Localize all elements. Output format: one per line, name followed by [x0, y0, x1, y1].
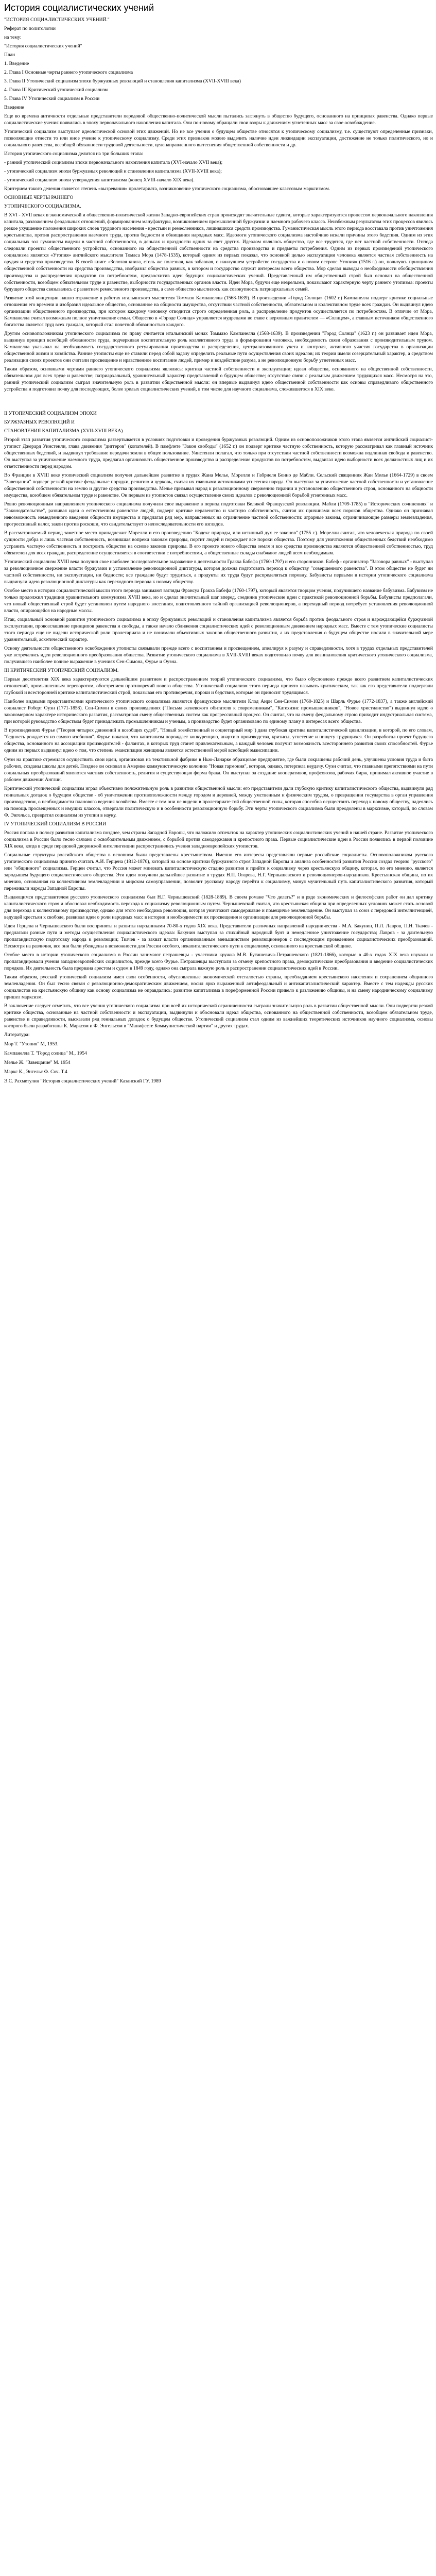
reference-item: Кампанелла Т. "Город солнца" М., 1954	[4, 1050, 87, 1057]
text-paragraph: Россия попала в полосу развития капитализма позднее, чем страны Западной Европы, что наложило отпечаток на характер утопических социалистических учений в нашей стране. Развитие утопического социализма в России было тесно связано с освободительным движением, с борьбой против самодержавия и крепостного права. Первые социалистические идеи в России появились в первой половине XIX века, когда в среде передовой дворянской интеллигенции распространились учения западноевропейских утопистов.	[4, 829, 433, 849]
text-paragraph: Реферат по политологии	[4, 26, 56, 32]
reference-item: Э.С. Рахметулин "История социалистических учений" Казанский ГУ, 1989	[4, 1078, 161, 1084]
text-paragraph: Наиболее видными представителями критического утопического социализма являются французские мыслители Клод Анри Сен-Симон (1760-1825) и Шарль Фурье (1772-1837), а также английский социалист Роберт Оуэн (1771-1858). Сен-Симон в своих произведениях ("Письма женевского обитателя к современникам", "Катехизис промышленников", "Новое христианство") выдвинул идею о закономерном характере исторического развития, рассматривая смену общественных систем как прогрессивный процесс. Он считал, что на смену феодальному строю приходит индустриальная система, при которой руководство обществом будет принадлежать промышленникам и ученым, а производство будет организовано по единому плану в интересах всего общества.	[4, 699, 433, 725]
reference-item: Литература:	[4, 1032, 30, 1038]
text-paragraph: Таким образом, русский утопический социализм имел свои особенности, обусловленные экономической отсталостью страны, преобладанием крестьянского населения и сохранением общинного землевладения. Он был тесно связан с революционно-демократическим движением, носил ярко выраженный антифеодальный и антикапиталистический характер. Вместе с тем надежды русских социалистов на крестьянскую общину как основу социализма не оправдались: развитие капитализма в пореформенной России привело к разложению общины, и на смену народническому социализму пришел марксизм.	[4, 974, 433, 1001]
text-paragraph: 3. Глава II Утопический социализм эпохи буржуазных революций и становления капитализма (XVII-XVIII века)	[4, 78, 241, 84]
text-paragraph: Выдающимся представителем русского утопического социализма был Н.Г. Чернышевский (1828-1889). В своем романе "Что делать?" и в ряде экономических и философских работ он дал критику капиталистического строя и обосновал необходимость перехода к социализму революционным путем. Чернышевский считал, что крестьянская община при определенных условиях может стать основой для перехода к коллективному производству, однако для этого необходима революция, которая уничтожит самодержавие и помещичье землевладение. Он выступал за союз с передовой интеллигенцией, ведущей крестьян к свободе, развивал идеи о роли народных масс в истории и необходимости их просвещения и организации для революционной борьбы.	[4, 894, 433, 920]
text-paragraph: II УТОПИЧЕСКИЙ СОЦИАЛИЗМ ЭПОХИ	[4, 410, 97, 416]
text-paragraph: Особое место в истории утопического социализма в России занимают петрашевцы - участники кружка М.В. Буташевича-Петрашевского (1821-1866), которые в 40-х годах XIX века изучали и пропагандировали учения западноевропейских социалистов, прежде всего Фурье. Петрашевцы выступали за отмену крепостного права, демократические преобразования и введение социалистических порядков. Их деятельность была прервана арестом и судом в 1849 году, однако она сыграла важную роль в распространении социалистических идей в России.	[4, 952, 433, 971]
text-paragraph: Критический утопический социализм играл объективно положительную роль в развитии общественной мысли: его представители дали глубокую критику капиталистического общества, выдвинули ряд гениальных догадок о будущем обществе - об уничтожении противоположности между городом и деревней, между умственным и физическим трудом, о превращении государства в орган управления производством, о необходимости планового ведения хозяйства. Вместе с тем они не видели в пролетариате той общественной силы, которая способна осуществить переход к новому обществу, надеялись на помощь просвещенных и имущих классов, отвергали политическую и в особенности революционную борьбу. Эти черты утопического социализма были преодолены в марксизме, который, по словам Ф. Энгельса, превратил социализм из утопии в науку.	[4, 785, 433, 818]
text-paragraph: 2. Глава I Основные черты раннего утопического социализма	[4, 70, 133, 76]
text-paragraph: БУРЖУАЗНЫХ РЕВОЛЮЦИЙ И	[4, 419, 75, 425]
text-paragraph: Особое место в истории социалистической мысли этого периода занимают взгляды Франсуа Гракха Бабефа (1760-1797), который является творцом учения, получившего название бабувизма. Бабувизм не только продолжил традиции уравнительного коммунизма XVIII века, но и сделал значительный шаг вперед, соединив утопические идеи с практикой революционной борьбы. Бабувисты предполагали, что новый общественный строй будет установлен путем народного восстания, подготовленного тайной организацией революционеров, а переходный период потребует установления революционной власти, опирающейся на народные массы.	[4, 588, 433, 614]
text-paragraph: В произведениях Фурье ("Теория четырех движений и всеобщих судеб", "Новый хозяйственный и социетарный мир") дана глубокая критика капиталистической цивилизации, в которой, по его словам, "бедность рождается из самого изобилия". Фурье показал, что капитализм порождает конкуренцию, анархию производства, кризисы, угнетение и нищету трудящихся. Он разработал проект будущего общества, основанного на ассоциации производителей - фалангах, в которых труд станет привлекательным, а каждый человек получит возможность всестороннего развития своих способностей. Фурье одним из первых выдвинул идею о том, что степень эмансипации женщины является естественной мерой всеобщей эмансипации.	[4, 727, 433, 754]
text-paragraph: Второй этап развития утопического социализма развертывается в условиях подготовки и проведения буржуазных революций. Одним из основоположников этого этапа является английский социалист-утопист Джерард Уинстенли, глава движения "диггеров" (копателей). В памфлете "Закон свободы" (1652 г.) он подверг критике частную собственность, которую рассматривал как главный источник общественных бедствий, и выдвинул требование передачи земли в общее пользование. Уинстенли полагал, что только при отсутствии частной собственности возможна подлинная свобода и равенство. Он выступал за уничтожение наемного труда, предлагал организовать общественное производство и распределение продуктов по потребностям, выдвигал идею выборности всех должностных лиц и их ответственности перед народом.	[4, 436, 433, 469]
reference-item: Маркс К., Энгельс Ф. Соч. Т.4	[4, 1069, 67, 1075]
text-paragraph: Оуэн на практике стремился осуществить свои идеи, организовав на текстильной фабрике в Нью-Ланарке образцовое предприятие, где были сокращены рабочий день, улучшены условия труда и быта рабочих, созданы школы для детей. Позднее он основал в Америке коммунистическую колонию "Новая гармония", которая, однако, потерпела неудачу. Оуэн считал, что главными препятствиями на пути социальных преобразований являются частная собственность, религия и существующая форма брака. Он выступал за создание кооперативов, профсоюзов, рабочих бирж, принимал активное участие в рабочем движении Англии.	[4, 756, 433, 783]
document-page	[0, 0, 436, 1090]
text-paragraph: Социальные структуры российского общества в основном были представлены крестьянством. Именно его интересы представляли первые российские социалисты. Основоположником русского утопического социализма принято считать А.И. Герцена (1812-1870), который на основе критики буржуазного строя Западной Европы и анализа особенностей развития России создал теорию "русского" или "общинного" социализма. Герцен считал, что Россия может миновать капиталистическую стадию развития и прийти к социализму через крестьянскую общину, которая, по его мнению, является зародышем будущего социалистического общества. Эти идеи получили дальнейшее развитие в трудах Н.П. Огарева, Н.Г. Чернышевского и революционеров-народников. Крестьянская община, по их мнению, основанная на коллективном землевладении и мирском самоуправлении, позволит русскому народу перейти к социализму, минуя мучительный путь капиталистического развития, который переживали народы Западной Европы.	[4, 852, 433, 891]
reference-item: Мор Т. "Утопия" М, 1953.	[4, 1041, 59, 1047]
text-paragraph: 5. Глава IV Утопический социализм в России	[4, 96, 100, 102]
text-paragraph: Во Франции в XVIII веке утопический социализм получил дальнейшее развитие в трудах Жана Мелье, Морелли и Габриеля Бонно де Мабли. Сельский священник Жан Мелье (1664-1729) в своем "Завещании" подверг резкой критике феодальные порядки, религию и церковь, считая их главными источниками угнетения народа. Он выступал за уничтожение частной собственности и установление общественной собственности на землю и другие средства производства. Мелье призывал народ к революционному свержению тирании и установлению общественного строя, основанного на общности имущества, всеобщем обязательном труде и равенстве. Он первым из утопистов связал осуществление своих идеалов с революционной борьбой угнетенных масс.	[4, 472, 433, 498]
section-gap	[4, 395, 433, 410]
text-paragraph: История утопического социализма делится на три больших этапа:	[4, 151, 143, 157]
text-paragraph: Еще во времена античности отдельные представители передовой общественно-политической мысли пытались заглянуть в общество будущего, основанного на принципах равенства. Однако первые социалистические учения появились в эпоху первоначального накопления капитала. Они по-новому обращали свои взоры к движениям угнетенных масс за свое освобождение.	[4, 113, 433, 126]
text-paragraph: Критерием такого деления является степень «вызревания» пролетариата, возникновение утопического социализма, обосновавшее классовым марксизмом.	[4, 186, 330, 192]
text-paragraph: Первые десятилетия XIX века характеризуются дальнейшим развитием и распространением теорий утопического социализма, что было обусловлено прежде всего развитием капиталистических отношений, промышленным переворотом, обострением противоречий нового общества. Утопический социализм этого периода принято называть критическим, так как его представители подвергали глубокой и всесторонней критике капиталистический строй, показывая его противоречия, пороки и бедствия, которые он приносит трудящимся.	[4, 676, 433, 696]
text-paragraph: УТОПИЧЕСКОГО СОЦИАЛИЗМА.	[4, 204, 81, 210]
text-paragraph: Основу деятельности общественного освобождения утописты связывали прежде всего с воспитанием и просвещением, апеллируя к разуму и справедливости, хотя в трудах отдельных представителей уже встречались идеи революционного преобразования общества. Развитие утопического социализма в XVII-XVIII веках подготовило почву для возникновения критического утопического социализма, получившего наиболее полное выражение в учениях Сен-Симона, Фурье и Оуэна.	[4, 646, 433, 665]
text-paragraph: В рассматриваемый период заметное место принадлежит Морелли и его произведению "Кодекс природы, или истинный дух ее законов" (1755 г.). Морелли считал, что человеческая природа по своей сущности добра и лишь частная собственность, возникшая вопреки законам природы, портит людей и порождает все пороки общества. Поэтому для уничтожения общественных бедствий необходимо устранить частную собственность и построить общество на основе законов природы. В его проекте нового общества земля и все средства производства являются общественной собственностью, труд обязателен для всех граждан, распределение осуществляется в соответствии с потребностями, а общественные склады снабжают людей всем необходимым.	[4, 530, 433, 556]
text-paragraph: IV УТОПИЧЕСКИЙ СОЦИАЛИЗМ В РОССИИ	[4, 821, 107, 827]
text-paragraph: 4. Глава III Критический утопический социализм	[4, 87, 108, 93]
text-paragraph: Ровно революционным направлением утопического социализма получили свое выражение в период подготовки Великой Французской революции. Мабли (1709-1785) в "Исторических сочинениях" и "Законодательстве", развивая идеи о естественном равенстве людей, подверг критике неравенство и частную собственность, считая их причинами всех пороков общества. Однако он признавал невозможность немедленного введения общности имущества и предлагал ряд мер, направленных на ограничение частной собственности: аграрные законы, ограничивающие размеры землевладения, прогрессивный налог, закон против роскоши, что свидетельствует о непоследовательности его взглядов.	[4, 501, 433, 527]
text-paragraph: Итак, социальный основной развития утопического социализма в эпоху буржуазных революций и становления капитализма является борьба против феодального строя и нарождающейся буржуазной эксплуатации, провозглашение принципов равенства и свободы, а также начало сближения социалистических идей с революционным движением народных масс. Вместе с тем утопические социалисты этого периода еще не видели исторической роли пролетариата и не понимали объективных законов общественного развития, а их представления о будущем обществе носили в значительной мере уравнительный, аскетический характер.	[4, 617, 433, 643]
text-paragraph: Идеи Герцена и Чернышевского были восприняты и развиты народниками 70-80-х годов XIX века. Представители различных направлений народничества - М.А. Бакунин, П.Л. Лавров, П.Н. Ткачев - предлагали разные пути и методы осуществления социалистического идеала: Бакунин выступал за стихийный народный бунт и немедленное уничтожение государства; Лавров - за длительную пропагандистскую подготовку народа к революции; Ткачев - за захват власти организованным меньшинством революционеров с последующим проведением социалистических преобразований. Несмотря на различия, все они были убеждены в возможности для России особого, некапиталистического пути к социализму, основанного на крестьянской общине.	[4, 923, 433, 949]
text-paragraph: III КРИТИЧЕСКИЙ УТОПИЧЕСКИЙ СОЦИАЛИЗМ.	[4, 668, 119, 674]
document-body	[4, 16, 433, 1084]
text-paragraph: на тему:	[4, 35, 22, 41]
text-paragraph: 1. Введение	[4, 61, 29, 67]
text-paragraph: В заключение следует отметить, что все учения утопического социализма при всей их исторической ограниченности сыграли значительную роль в развитии общественной мысли. Они подвергли резкой критике общества, основанные на частной собственности и эксплуатации, выдвинули и обосновали идеал общества, основанного на общественной собственности, всеобщем обязательном труде, равенстве и справедливости, высказали ряд гениальных догадок о будущем обществе. Утопический социализм стал одним из важнейших теоретических источников научного социализма, основы которого были разработаны К. Марксом и Ф. Энгельсом в "Манифесте Коммунистической партии" и других трудах.	[4, 1003, 433, 1029]
text-paragraph: ОСНОВНЫЕ ЧЕРТЫ РАННЕГО	[4, 195, 74, 201]
text-paragraph: Другим основоположником утопического социализма по праву считается итальянский монах Томмазо Кампанелла (1568-1639). В произведении "Город Солнца" (1623 г.) он развивает идеи Мора, выдвинув принцип всеобщей обязанности труда, подчеркивая воспитательную роль коллективного труда в формировании человека, необходимость связи образования с производительным трудом. Кампанелла указывал на необходимость государственного регулирования производства и распределения, централизованного учета и контроля, активного участия государства в организации общественной жизни и хозяйства. Ранние утописты еще не ставили перед собой задачу определить реальные пути осуществления своих идеалов; их теории имели созерцательный характер, а средством реализации своих проектов они считали просвещение и нравственное воспитание людей, пример и воздействие разума, а не революционную борьбу угнетенных масс.	[4, 330, 433, 363]
text-paragraph: "История социалистических учений"	[4, 43, 82, 49]
text-paragraph: Утопический социализм выступает идеологической основой этих движений. Но не все учения о будущем обществе относятся к утопическому социализму, т.е. существуют определенные признаки, позволяющие отнести то или иное учение к утопическому социализму. Среди этих признаков можно выделить наличие идеи ликвидации эксплуатации, достижение не только политического, но и социального равенства, всеобщей обязанности трудовой деятельности, целенаправленного вытеснения общественной собственности и др.	[4, 129, 433, 148]
text-paragraph: Утопический социализм XVIII века получил свое наиболее последовательное выражение в деятельности Гракха Бабефа (1760-1797) и его сторонников. Бабеф - организатор "Заговора равных" - выступал за революционное свержение власти буржуазии и установление революционной диктатуры, которая должна подготовить переход к обществу "совершенного равенства". В этом обществе не будет ни частной собственности, ни эксплуатации, ни бедности; все граждане будут трудиться, а продукты их труда будут распределяться поровну. Бабувисты первыми в истории утопического социализма выдвинули идею революционной диктатуры как переходного периода к новому обществу.	[4, 559, 433, 585]
text-paragraph: СТАНОВЛЕНИЯ КАПИТАЛИЗМА (XVII-XVIII ВЕКА)	[4, 428, 123, 434]
references-list	[4, 1031, 433, 1084]
reference-item: Мелье Ж. "Завещание" М. 1954	[4, 1060, 71, 1066]
text-paragraph: "ИСТОРИЯ СОЦИАЛИСТИЧЕСКИХ УЧЕНИЙ."	[4, 17, 110, 23]
text-paragraph: Развитие этой концепции нашло отражение в работах итальянского мыслителя Томмазо Кампанеллы (1568-1639). В произведении «Город Солнца» (1602 г.) Кампанелла подверг критике социальные отношения его времени и изобразил идеальное общество, основанное на общности имущества, отсутствии частной собственности, обязательном и коллективном труде всех граждан. Он выдвинул идею организации общественного производства, при котором каждому человеку отводится строго определенная роль, а распределение продуктов осуществляется по потребностям. В отличие от Мора, Кампанелла считал возможным полное уничтожение семьи. Общество в «Городе Солнца» управляется мудрецами во главе с верховным правителем — «Солнцем», а главным источником общественного богатства является труд всех граждан, который стал почетной обязанностью каждого.	[4, 295, 433, 328]
text-paragraph: - ранний утопический социализм эпохи первоначального накопления капитала (XVI-начало XVII века);	[4, 160, 223, 166]
text-paragraph: В XVI - XVII веках в экономической и общественно-политической жизни Западно-европейских стран происходят значительные сдвиги, которые характеризуются процессом первоначального накопления капитала, разложением феодальных отношений, формированием мануфактуры, возникновением промышленной буржуазии и наемного рабочего класса. Неизбежным результатом этих процессов явилось резкое ухудшение положения широких слоев трудового населения - крестьян и ремесленников, лишившихся средств производства. Гуманистическая мысль этого периода восставала против уничтожения крестьянства, против распространения наемного труда, против бедности и обнищания народных масс. Идеологи утопического социализма настойчиво искали причины этого бедствия. Одним из этих социальных зол гуманисты видели в частной собственности, в деньгах и праздности одних за счет других. Идеалом являлось общество, где все трудятся, где нет частной собственности. Отсюда следовали проекты общественного устройства, основанного на общественной собственности на средства производства и предметы потребления. Одним из первых произведений утопического социализма является «Утопия» английского мыслителя Томаса Мора (1478-1535), который одним из первых показал, что основной целью эксплуатации человека является частная собственность на орудия и средства производства. В своей книге «Золотая книга, столь же полезная, как забавная, о наилучшем устройстве государства и о новом острове Утопия» (1516 г.) он, пользуясь принципом общественной собственности на средства производства, изобразил общество равных, в котором и государство служит интересам всего общества. Мор сделал выводы о необходимости обобществления производства и распределения продуктов по потребностям, предвосхитив идеи будущих социалистических учений. Представленный им общественный строй был основан на общественной собственности, всеобщем обязательном труде и равенстве, выборности государственных органов власти. Идеи Мора, будучи еще незрелыми, показывают характерную черту раннего утопизма: проекты будущего общества связывались с развитием ремесленного производства, а само общество мыслилось как совокупность патриархальных семей.	[4, 212, 433, 292]
page-title: История социалистических учений	[4, 3, 154, 13]
text-paragraph: Введение	[4, 105, 24, 111]
text-paragraph: План	[4, 52, 15, 58]
text-paragraph: - утопический социализм эпохи утверждения капитализма (конец XVIII-начало XIX века).	[4, 177, 195, 183]
text-paragraph: Таким образом, основными чертами раннего утопического социализма являлись: критика частной собственности и эксплуатации; идеал общества, основанного на общественной собственности, обязательном для всех труде и равенстве; патриархальный, уравнительный характер представлений о будущем обществе; отсутствие связи с реальным движением трудящихся масс. Несмотря на это, ранний утопический социализм сыграл значительную роль в развитии общественной мысли: он впервые выдвинул идею общественной собственности как основы справедливого общественного устройства и подготовил почву для последующих, более зрелых социалистических учений, в том числе для научного социализма, сложившегося в XIX веке.	[4, 366, 433, 392]
text-paragraph: - утопический социализм эпохи буржуазных революций и становления капитализма (XVII-XVIII века);	[4, 168, 222, 175]
